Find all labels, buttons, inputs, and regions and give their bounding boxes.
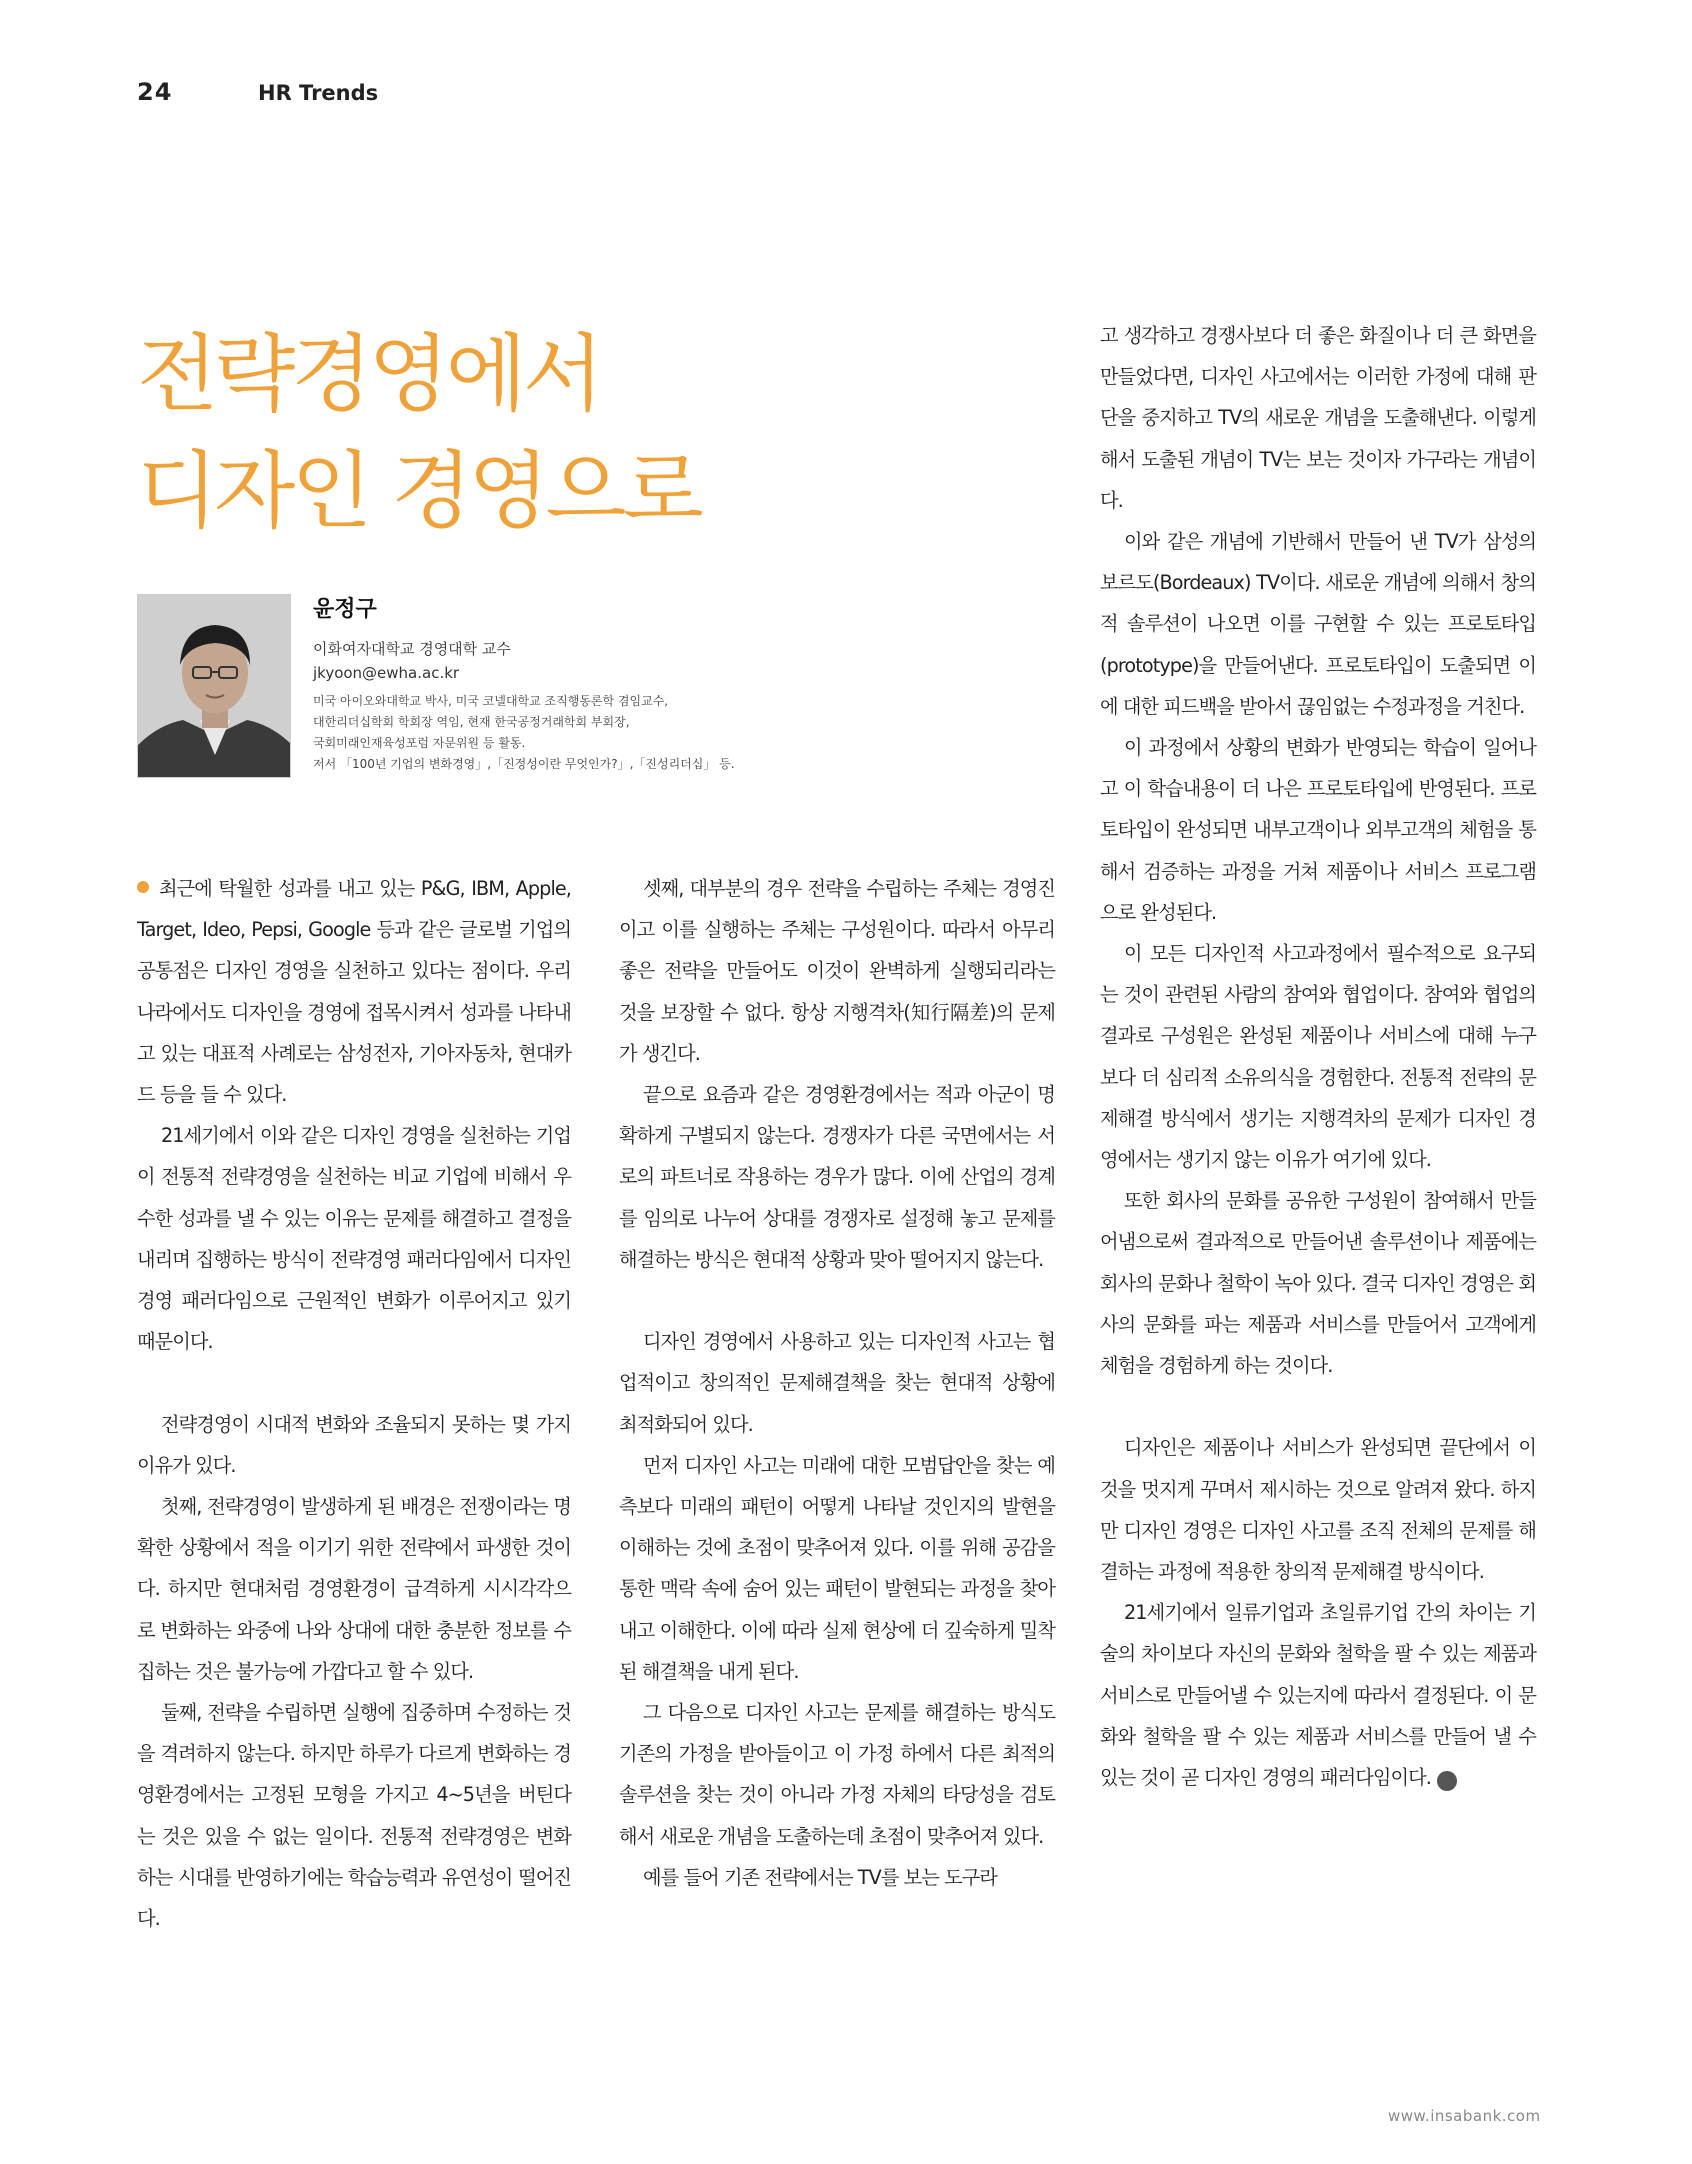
- author-email: jkyoon@ewha.ac.kr: [313, 664, 460, 682]
- bullet-icon: [137, 881, 149, 893]
- body-column-3: [1100, 315, 1536, 1798]
- paragraph: [1100, 1592, 1536, 1798]
- paragraph: 첫째, 전략경영이 발생하게 된 배경은 전쟁이라는 명확한 상황에서 적을 이기기 위한 전략에서 파생한 것이다. 하지만 현대처럼 경영환경이 급격하게 시시각각으로 변화하는 와중에 나와 상대에 대한 충분한 정보를 수집하는 것은 불가능에 가깝다고 할 수 있다.: [137, 1495, 571, 1683]
- paragraph: 또한 회사의 문화를 공유한 구성원이 참여해서 만들어냄으로써 결과적으로 만들어낸 솔루션이나 제품에는 회사의 문화나 철학이 녹아 있다. 결국 디자인 경영은 회사의 문화를 파는 제품과 서비스를 만들어서 고객에게 체험을 경험하게 하는 것이다.: [1100, 1189, 1536, 1378]
- paragraph: 전략경영이 시대적 변화와 조율되지 못하는 몇 가지 이유가 있다.: [137, 1412, 571, 1477]
- author-bio-line: 국회미래인재육성포럼 자문위원 등 활동.: [313, 736, 526, 750]
- author-info: [313, 592, 733, 775]
- page-number: 24: [137, 78, 173, 106]
- paragraph: 예를 들어 기존 전략에서는 TV를 보는 도구라: [643, 1865, 998, 1889]
- paragraph: 21세기에서 이와 같은 디자인 경영을 실천하는 기업이 전통적 전략경영을 실천하는 비교 기업에 비해서 우수한 성과를 낼 수 있는 이유는 문제를 해결하고 결정을 내리며 집행하는 방식이 전략경영 패러다임에서 디자인경영 패러다임으로 근원적인 변화가 이루어지고 있기 때문이다.: [137, 1124, 571, 1354]
- paragraph: 둘째, 전략을 수립하면 실행에 집중하며 수정하는 것을 격려하지 않는다. 하지만 하루가 다르게 변화하는 경영환경에서는 고정된 모형을 가지고 4~5년을 버틴다는 것은 있을 수 없는 일이다. 전통적 전략경영은 변화하는 시대를 반영하기에는 학습능력과 유연성이 떨어진다.: [137, 1701, 571, 1931]
- paragraph: 먼저 디자인 사고는 미래에 대한 모범답안을 찾는 예측보다 미래의 패턴이 어떻게 나타날 것인지의 발현을 이해하는 것에 초점이 맞추어져 있다. 이를 위해 공감을 통한 맥락 속에 숨어 있는 패턴이 발현되는 과정을 찾아내고 이해한다. 이에 따라 실제 현상에 더 깊숙하게 밀착된 해결책을 내게 된다.: [619, 1453, 1055, 1683]
- footer-url: www.insabank.com: [1388, 2107, 1541, 2125]
- article-title-line-1: 전략경영에서: [137, 325, 600, 423]
- paragraph: 디자인은 제품이나 서비스가 완성되면 끝단에서 이것을 멋지게 꾸며서 제시하는 것으로 알려져 왔다. 하지만 디자인 경영은 디자인 사고를 조직 전체의 문제를 해결하는 과정에 적용한 창의적 문제해결 방식이다.: [1100, 1436, 1536, 1584]
- author-bio-line: 미국 아이오와대학교 박사, 미국 코넬대학교 조직행동론학 겸임교수,: [313, 694, 669, 708]
- paragraph: 끝으로 요즘과 같은 경영환경에서는 적과 아군이 명확하게 구별되지 않는다. 경쟁자가 다른 국면에서는 서로의 파트너로 작용하는 경우가 많다. 이에 산업의 경계를 임의로 나누어 상대를 경쟁자로 설정해 놓고 문제를 해결하는 방식은 현대적 상황과 맞아 떨어지지 않는다.: [619, 1083, 1055, 1271]
- body-column-1: [137, 868, 571, 1939]
- paragraph: [137, 868, 571, 1115]
- author-affiliation: 이화여자대학교 경영대학 교수: [313, 640, 511, 658]
- body-column-2: [619, 868, 1055, 1898]
- paragraph: 이 모든 디자인적 사고과정에서 필수적으로 요구되는 것이 관련된 사람의 참여와 협업이다. 참여와 협업의 결과로 구성원은 완성된 제품이나 서비스에 대해 누구보다 더 심리적 소유의식을 경험한다. 전통적 전략의 문제해결 방식에서 생기는 지행격차의 문제가 디자인 경영에서는 생기지 않는 이유가 여기에 있다.: [1100, 942, 1536, 1172]
- paragraph-text: 최근에 탁월한 성과를 내고 있는 P&G, IBM, Apple, Target, Ideo, Pepsi, Google 등과 같은 글로벌 기업의 공통점은 디자인 경영을 실천하고 있다는 점이다. 우리나라에서도 디자인을 경영에 접목시켜서 성과를 나타내고 있는 대표적 사례로는 삼성전자, 기아자동차, 현대카드 등을 들 수 있다.: [137, 877, 571, 1107]
- paragraph: 이와 같은 개념에 기반해서 만들어 낸 TV가 삼성의 보르도(Bordeaux) TV이다. 새로운 개념에 의해서 창의적 솔루션이 나오면 이를 구현할 수 있는 프로토타입(prototype)을 만들어낸다. 프로토타입이 도출되면 이에 대한 피드백을 받아서 끊임없는 수정과정을 거친다.: [1100, 530, 1536, 718]
- paragraph: 고 생각하고 경쟁사보다 더 좋은 화질이나 더 큰 화면을 만들었다면, 디자인 사고에서는 이러한 가정에 대해 판단을 중지하고 TV의 새로운 개념을 도출해낸다. 이렇게 해서 도출된 개념이 TV는 보는 것이자 가구라는 개념이다.: [1100, 324, 1536, 512]
- end-mark-icon: i: [1437, 1771, 1457, 1791]
- author-name: 윤정구: [313, 597, 377, 622]
- author-photo: [137, 594, 291, 778]
- section-title: HR Trends: [258, 81, 379, 105]
- paragraph-text: 21세기에서 일류기업과 초일류기업 간의 차이는 기술의 차이보다 자신의 문화와 철학을 팔 수 있는 제품과 서비스로 만들어낼 수 있는지에 따라서 결정된다. 이 문화와 철학을 팔 수 있는 제품과 서비스를 만들어 낼 수 있는 것이 곧 디자인 경영의 패러다임이다.: [1100, 1601, 1536, 1790]
- paragraph: 셋째, 대부분의 경우 전략을 수립하는 주체는 경영진이고 이를 실행하는 주체는 구성원이다. 따라서 아무리 좋은 전략을 만들어도 이것이 완벽하게 실행되리라는 것을 보장할 수 없다. 항상 지행격차(知行隔差)의 문제가 생긴다.: [619, 877, 1055, 1065]
- author-bio-line: 저서 「100년 기업의 변화경영」,「진정성이란 무엇인가?」,「진성리더십」 등.: [313, 757, 735, 771]
- paragraph: 디자인 경영에서 사용하고 있는 디자인적 사고는 협업적이고 창의적인 문제해결책을 찾는 현대적 상황에 최적화되어 있다.: [619, 1330, 1055, 1436]
- article-title-line-2: 디자인 경영으로: [137, 442, 700, 540]
- article-title: [137, 316, 700, 550]
- paragraph: 이 과정에서 상황의 변화가 반영되는 학습이 일어나고 이 학습내용이 더 나은 프로토타입에 반영된다. 프로토타입이 완성되면 내부고객이나 외부고객의 체험을 통해서 검증하는 과정을 거쳐 제품이나 서비스 프로그램으로 완성된다.: [1100, 736, 1536, 924]
- author-portrait-image: [138, 595, 291, 778]
- paragraph: 그 다음으로 디자인 사고는 문제를 해결하는 방식도 기존의 가정을 받아들이고 이 가정 하에서 다른 최적의 솔루션을 찾는 것이 아니라 가정 자체의 타당성을 검토해서 새로운 개념을 도출하는데 초점이 맞추어져 있다.: [619, 1701, 1055, 1848]
- author-bio-line: 대한리더십학회 학회장 역임, 현재 한국공정거래학회 부회장,: [313, 715, 630, 729]
